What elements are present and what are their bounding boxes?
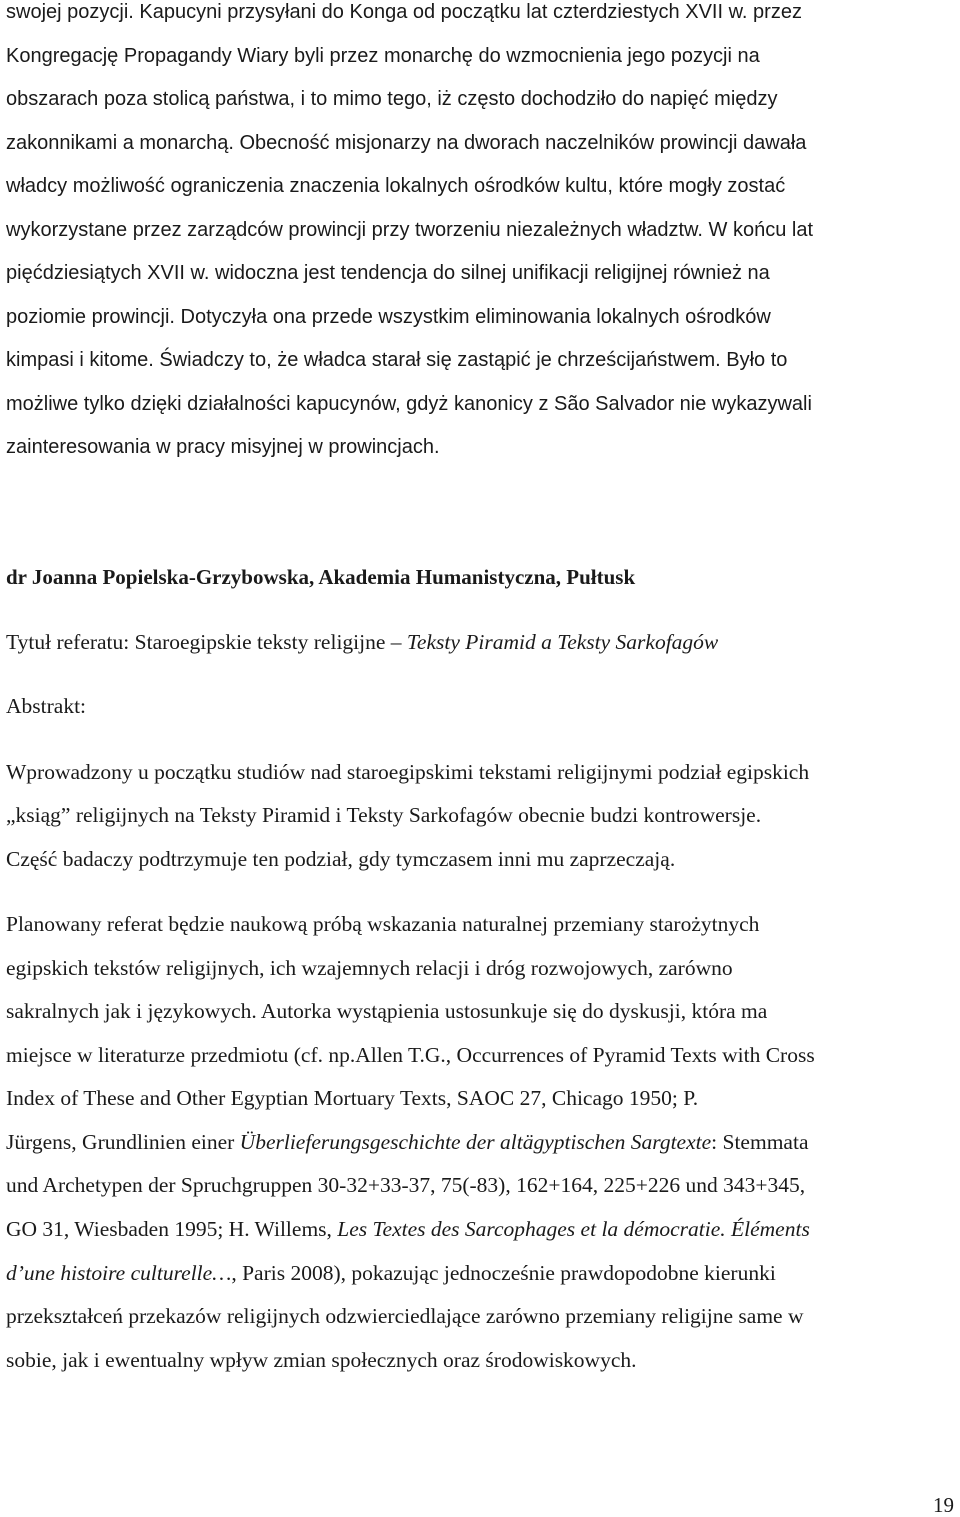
paragraph-fragment: pięćdziesiątych XVII w.: [6, 262, 210, 284]
abstract-fragment-italic: d’une histoire culturelle…: [6, 1261, 232, 1285]
abstract-fragment-italic: Les Textes des Sarcophages et la démocratie. Éléments: [337, 1217, 810, 1241]
paragraph-line: [6, 133, 806, 153]
paragraph-line: [6, 350, 787, 370]
abstract-fragment: , Paris 2008), pokazując jednocześnie prawdopodobne kierunki: [231, 1261, 776, 1285]
abstract-line: miejsce w literaturze przedmiotu (cf. np.Allen T.G., Occurrences of Pyramid Texts with Cross: [6, 1043, 815, 1067]
paragraph-fragment: Obecność misjonarzy na dworach naczelników prowincji dawała: [239, 132, 807, 154]
paragraph-fragment: widoczna jest tendencja do silnej unifikacji religijnej również na: [215, 262, 770, 284]
paragraph-fragment: Dotyczyła ona przede wszystkim eliminowania lokalnych ośrodków: [180, 306, 771, 328]
paragraph-fragment: Świadczy to, że władca starał się zastąpić je chrześcijaństwem.: [159, 349, 721, 371]
abstract-fragment-italic: Überlieferungsgeschichte der altägyptischen Sargtexte: [239, 1130, 712, 1154]
abstract-fragment: Jürgens, Grundlinien einer: [6, 1130, 240, 1154]
paragraph-line: obszarach poza stolicą państwa, i to mimo tego, iż często dochodziło do napięć między: [6, 88, 778, 110]
abstract-line: [6, 1263, 776, 1285]
abstract-fragment: : Stemmata: [711, 1130, 809, 1154]
paragraph-line: [6, 263, 770, 283]
abstract-line: egipskich tekstów religijnych, ich wzajemnych relacji i dróg rozwojowych, zarówno: [6, 956, 733, 980]
paragraph-fragment: Było to: [726, 349, 788, 371]
page-number: 19: [933, 1493, 954, 1517]
paragraph-fragment: kimpasi i kitome.: [6, 349, 154, 371]
paragraph-line: Kongregację Propagandy Wiary byli przez monarchę do wzmocnienia jego pozycji na: [6, 45, 760, 67]
paragraph-line: swojej pozycji. Kapucyni przysyłani do Konga od początku lat czterdziestych XVII w. przez: [6, 1, 802, 23]
paragraph-line: [6, 220, 813, 240]
abstract-line: und Archetypen der Spruchgruppen 30-32+33-37, 75(-83), 162+164, 225+226 und 343+345,: [6, 1173, 806, 1197]
paragraph-line: możliwe tylko dzięki działalności kapucynów, gdyż kanonicy z São Salvador nie wykazywali: [6, 393, 812, 415]
paragraph-fragment: W końcu lat: [708, 219, 813, 241]
talk-title-prefix: Tytuł referatu: Staroegipskie teksty religijne –: [6, 630, 407, 654]
abstract-line: [6, 1132, 808, 1154]
abstract-line: [6, 1219, 810, 1241]
abstract-label: Abstrakt:: [6, 694, 87, 718]
abstract-fragment: GO 31, Wiesbaden 1995; H. Willems,: [6, 1217, 338, 1241]
abstract-line: Część badaczy podtrzymuje ten podział, gdy tymczasem inni mu zaprzeczają.: [6, 847, 676, 871]
author-heading: dr Joanna Popielska-Grzybowska, Akademia Humanistyczna, Pułtusk: [6, 565, 636, 589]
paragraph-fragment: zakonnikami a monarchą.: [6, 132, 234, 154]
paragraph-line: władcy możliwość ograniczenia znaczenia lokalnych ośrodków kultu, które mogły zostać: [6, 175, 786, 197]
paragraph-line: [6, 307, 771, 327]
abstract-line: Wprowadzony u początku studiów nad staroegipskimi tekstami religijnymi podział egipskich: [6, 760, 810, 784]
paragraph-fragment: poziomie prowincji.: [6, 306, 175, 328]
paragraph-line: zainteresowania w pracy misyjnej w prowincjach.: [6, 436, 440, 458]
abstract-line: Index of These and Other Egyptian Mortuary Texts, SAOC 27, Chicago 1950; P.: [6, 1086, 699, 1110]
abstract-line: sakralnych jak i językowych. Autorka wystąpienia ustosunkuje się do dyskusji, która ma: [6, 999, 768, 1023]
paragraph-fragment: wykorzystane przez zarządców prowincji przy tworzeniu niezależnych władztw.: [6, 219, 703, 241]
abstract-line: przekształceń przekazów religijnych odzwierciedlające zarówno przemiany religijne same w: [6, 1304, 804, 1328]
talk-title-italic: Teksty Piramid a Teksty Sarkofagów: [406, 630, 719, 654]
abstract-line: sobie, jak i ewentualny wpływ zmian społecznych oraz środowiskowych.: [6, 1348, 637, 1372]
abstract-line: Planowany referat będzie naukową próbą wskazania naturalnej przemiany starożytnych: [6, 912, 760, 936]
talk-title: [6, 632, 718, 654]
abstract-line: „ksiąg” religijnych na Teksty Piramid i Teksty Sarkofagów obecnie budzi kontrowersje.: [6, 803, 762, 827]
